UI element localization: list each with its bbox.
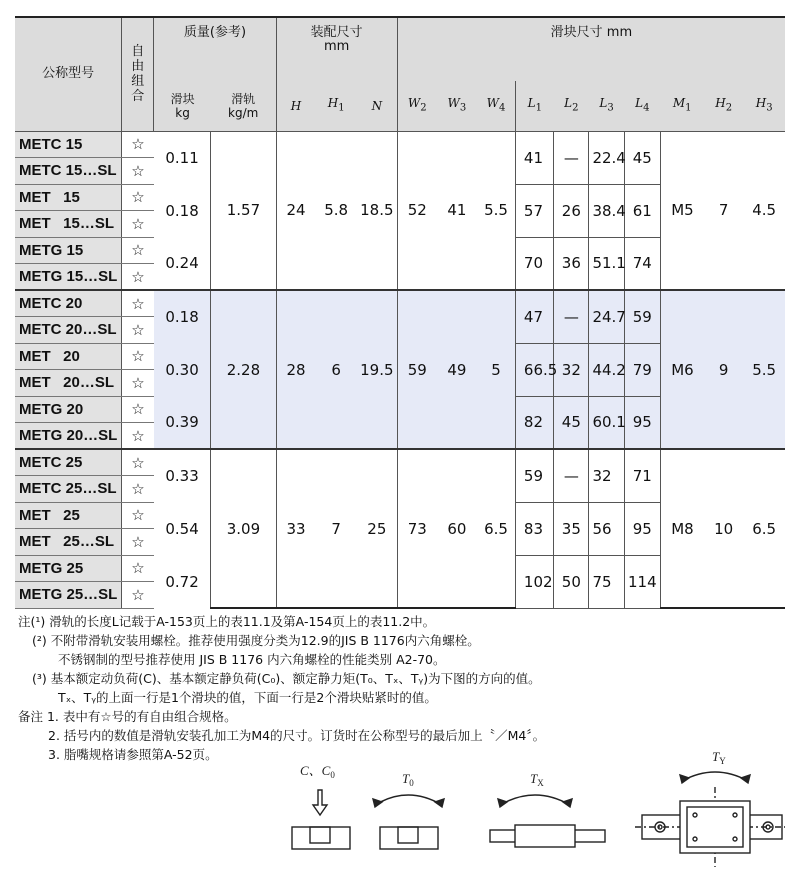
- label-tx: T: [530, 771, 538, 786]
- star-icon: ☆: [122, 211, 154, 238]
- header-assembly: 装配尺寸 mm: [276, 17, 397, 81]
- block-mass-cell: 0.54: [165, 519, 199, 538]
- rail-mass-cell: 2.28: [211, 290, 276, 449]
- l2-cell: 45: [554, 396, 589, 449]
- star-icon: ☆: [122, 290, 154, 317]
- m1-cell: M6: [660, 290, 704, 449]
- block-mass-cell: 0.33: [154, 449, 211, 502]
- n-cell: 18.5: [357, 131, 397, 290]
- l1-cell: 83: [515, 502, 553, 555]
- w2-cell: 59: [397, 290, 436, 449]
- header-h3: $H_3$: [743, 81, 785, 131]
- remark-1: 备注 1. 表中有☆号的有自由组合规格。: [18, 709, 237, 724]
- model-cell: METC 25: [15, 449, 122, 476]
- l1-cell: 66.5: [515, 343, 553, 396]
- header-h1: $H_1$: [315, 81, 356, 131]
- l2-cell: —: [554, 290, 589, 343]
- m1-cell: M5: [671, 201, 694, 220]
- down-arrow-icon: [313, 790, 327, 815]
- label-tx-sub: X: [537, 778, 544, 788]
- star-icon: ☆: [122, 184, 154, 211]
- rail-mass-cell: 3.09: [211, 449, 276, 608]
- block-mass-cell: 0.72: [165, 572, 199, 591]
- l3-cell: 60.1: [589, 396, 624, 449]
- h3-cell: 6.5: [743, 449, 785, 608]
- remark-3: 3. 脂嘴规格请参照第A-52页。: [48, 747, 218, 762]
- model-cell: METC 15…SL: [15, 158, 122, 185]
- rail-c-icon: [310, 827, 330, 843]
- note-1: 注(¹) 滑轨的长度L记载于A-153页上的表11.1及第A-154页上的表11.2中。: [18, 614, 436, 629]
- star-icon: ☆: [122, 529, 154, 556]
- rail-mass-cell: 1.57: [211, 131, 276, 290]
- l4-cell: 61: [624, 184, 660, 237]
- table-row: [15, 131, 785, 158]
- load-direction-diagram: [280, 745, 790, 870]
- svg-text:TX: [530, 771, 544, 788]
- star-icon: ☆: [122, 449, 154, 476]
- star-icon: ☆: [122, 502, 154, 529]
- star-icon: ☆: [122, 131, 154, 158]
- star-icon: ☆: [122, 582, 154, 609]
- rotate-arrow-tx-icon: [500, 795, 570, 805]
- header-free-combo: 自由组合: [122, 17, 154, 131]
- h-cell: 33: [276, 449, 315, 608]
- l3-cell: 51.1: [589, 237, 624, 290]
- header-l3: $L_3$: [589, 81, 624, 131]
- note-2: (²) 不附带滑轨安装用螺栓。推荐使用强度分类为12.9的JIS B 1176内六角螺栓。: [32, 633, 480, 648]
- star-icon: ☆: [122, 237, 154, 264]
- header-l4: $L_4$: [624, 81, 660, 131]
- h3-cell: 4.5: [752, 201, 777, 220]
- header-h: H: [276, 81, 315, 131]
- star-icon: ☆: [122, 158, 154, 185]
- h2-cell: 9: [704, 290, 743, 449]
- block-mass-cell: 0.30: [154, 343, 211, 396]
- l4-cell: 95: [624, 502, 660, 555]
- l4-cell: 79: [624, 343, 660, 396]
- l2-cell: —: [554, 131, 589, 184]
- star-icon: ☆: [122, 370, 154, 397]
- model-cell: MET 20: [15, 343, 122, 370]
- l3-cell: 44.2: [589, 343, 624, 396]
- star-icon: ☆: [122, 396, 154, 423]
- notes: [18, 612, 545, 764]
- star-icon: ☆: [122, 317, 154, 344]
- block-tx-icon: [515, 825, 575, 847]
- l1-cell: 82: [515, 396, 553, 449]
- h2-cell: 10: [704, 449, 743, 608]
- header-m1: $M_1$: [660, 81, 704, 131]
- model-cell: METC 20…SL: [15, 317, 122, 344]
- header-w4: $W_4$: [477, 81, 515, 131]
- l4-cell: 74: [624, 237, 660, 290]
- l3-cell: 56: [589, 502, 624, 555]
- w3-cell: 60: [437, 449, 477, 608]
- header-n: N: [357, 81, 397, 131]
- w2-cell: 73: [397, 449, 436, 608]
- header-w2: $W_2$: [397, 81, 436, 131]
- l2-cell: —: [554, 449, 589, 502]
- block-c-icon: [292, 827, 350, 849]
- h1-cell: 7: [315, 449, 356, 608]
- table-row: [15, 290, 785, 317]
- header-l1: $L_1$: [515, 81, 553, 131]
- label-t0: T: [402, 771, 410, 786]
- note-3b: Tₓ、Tᵧ的上面一行是1个滑块的值，下面一行是2个滑块贴紧时的值。: [58, 690, 437, 705]
- h-cell: 24: [276, 131, 315, 290]
- model-cell: METG 25: [15, 555, 122, 582]
- h1-cell: 6: [315, 290, 356, 449]
- header-w3: $W_3$: [437, 81, 477, 131]
- star-icon: ☆: [122, 423, 154, 450]
- h3-cell: 5.5: [743, 290, 785, 449]
- l3-cell: 32: [589, 449, 624, 502]
- l1-cell: 41: [515, 131, 553, 184]
- l4-cell: 59: [624, 290, 660, 343]
- header-mass-rail: 滑轨 kg/m: [211, 81, 276, 131]
- h1-cell: 5.8: [324, 201, 349, 220]
- model-cell: MET 25…SL: [15, 529, 122, 556]
- rotate-arrow-t0-icon: [375, 795, 442, 805]
- remark-2: 2. 括号内的数值是滑轨安装孔加工为M4的尺寸。订货时在公称型号的最后加上〝／M4〞。: [48, 728, 546, 743]
- model-cell: METG 20: [15, 396, 122, 423]
- svg-text:TY: [712, 749, 726, 766]
- block-mass-cell: 0.24: [165, 254, 199, 272]
- model-cell: MET 15: [15, 184, 122, 211]
- l1-cell: 102: [515, 555, 553, 608]
- star-icon: ☆: [122, 264, 154, 291]
- block-mass-cell: 0.11: [165, 148, 199, 167]
- l1-cell: 47: [515, 290, 553, 343]
- table-header: [15, 17, 785, 131]
- l2-cell: 50: [554, 555, 589, 608]
- h-cell: 28: [276, 290, 315, 449]
- l3-cell: 75: [589, 555, 624, 608]
- l3-cell: 22.4: [589, 131, 624, 184]
- h2-cell: 7: [718, 201, 729, 220]
- n-cell: 19.5: [357, 290, 397, 449]
- model-cell: METG 15…SL: [15, 264, 122, 291]
- label-ty: T: [712, 749, 720, 764]
- header-model: 公称型号: [15, 17, 122, 131]
- w2-cell: 52: [407, 201, 427, 220]
- star-icon: ☆: [122, 555, 154, 582]
- model-cell: METC 20: [15, 290, 122, 317]
- table-row: [15, 449, 785, 476]
- l1-cell: 70: [515, 237, 553, 290]
- block-mass-cell: 0.18: [154, 290, 211, 343]
- label-c-sub: 0: [330, 770, 335, 780]
- note-3: (³) 基本额定动负荷(C)、基本额定静负荷(C₀)、额定静力矩(T₀、Tₓ、Tᵧ)为下图的方向的值。: [32, 671, 541, 686]
- model-cell: METC 15: [15, 131, 122, 158]
- star-icon: ☆: [122, 476, 154, 503]
- header-l2: $L_2$: [554, 81, 589, 131]
- note-2b: 不锈钢制的型号推荐使用 JIS B 1176 内六角螺栓的性能类别 A2-70。: [58, 652, 446, 667]
- block-mass-cell: 0.39: [154, 396, 211, 449]
- n-cell: 25: [357, 449, 397, 608]
- block-ty-icon: [680, 801, 750, 853]
- label-t0-sub: 0: [409, 778, 414, 788]
- w4-cell: 6.5: [477, 449, 515, 608]
- l3-cell: 24.7: [589, 290, 624, 343]
- m1-cell: M8: [660, 449, 704, 608]
- header-mass-block: 滑块 kg: [154, 81, 211, 131]
- rotate-arrow-ty-icon: [682, 772, 748, 781]
- l1-cell: 59: [515, 449, 553, 502]
- l2-cell: 26: [554, 184, 589, 237]
- l4-cell: 114: [624, 555, 660, 608]
- block-mass-cell: 0.18: [165, 201, 199, 220]
- header-h2: $H_2$: [704, 81, 743, 131]
- spec-table: [15, 16, 785, 609]
- model-cell: MET 20…SL: [15, 370, 122, 397]
- label-c: C、C: [300, 763, 331, 778]
- label-ty-sub: Y: [719, 756, 726, 766]
- l4-cell: 45: [624, 131, 660, 184]
- l4-cell: 71: [624, 449, 660, 502]
- w3-cell: 41: [447, 201, 467, 220]
- w3-cell: 49: [437, 290, 477, 449]
- svg-text:T0: [402, 771, 414, 788]
- header-block-dims: 滑块尺寸 mm: [397, 17, 785, 81]
- w4-cell: 5: [477, 290, 515, 449]
- header-mass: 质量(参考): [154, 17, 276, 81]
- l1-cell: 57: [515, 184, 553, 237]
- l3-cell: 38.4: [589, 184, 624, 237]
- svg-text:C、C0: [300, 763, 335, 780]
- l2-cell: 36: [554, 237, 589, 290]
- model-cell: METG 20…SL: [15, 423, 122, 450]
- w4-cell: 5.5: [477, 131, 515, 290]
- l4-cell: 95: [624, 396, 660, 449]
- model-cell: MET 15…SL: [15, 211, 122, 238]
- star-icon: ☆: [122, 343, 154, 370]
- l2-cell: 35: [554, 502, 589, 555]
- model-cell: METG 15: [15, 237, 122, 264]
- model-cell: METG 25…SL: [15, 582, 122, 609]
- model-cell: METC 25…SL: [15, 476, 122, 503]
- l2-cell: 32: [554, 343, 589, 396]
- table-body: [15, 131, 785, 608]
- model-cell: MET 25: [15, 502, 122, 529]
